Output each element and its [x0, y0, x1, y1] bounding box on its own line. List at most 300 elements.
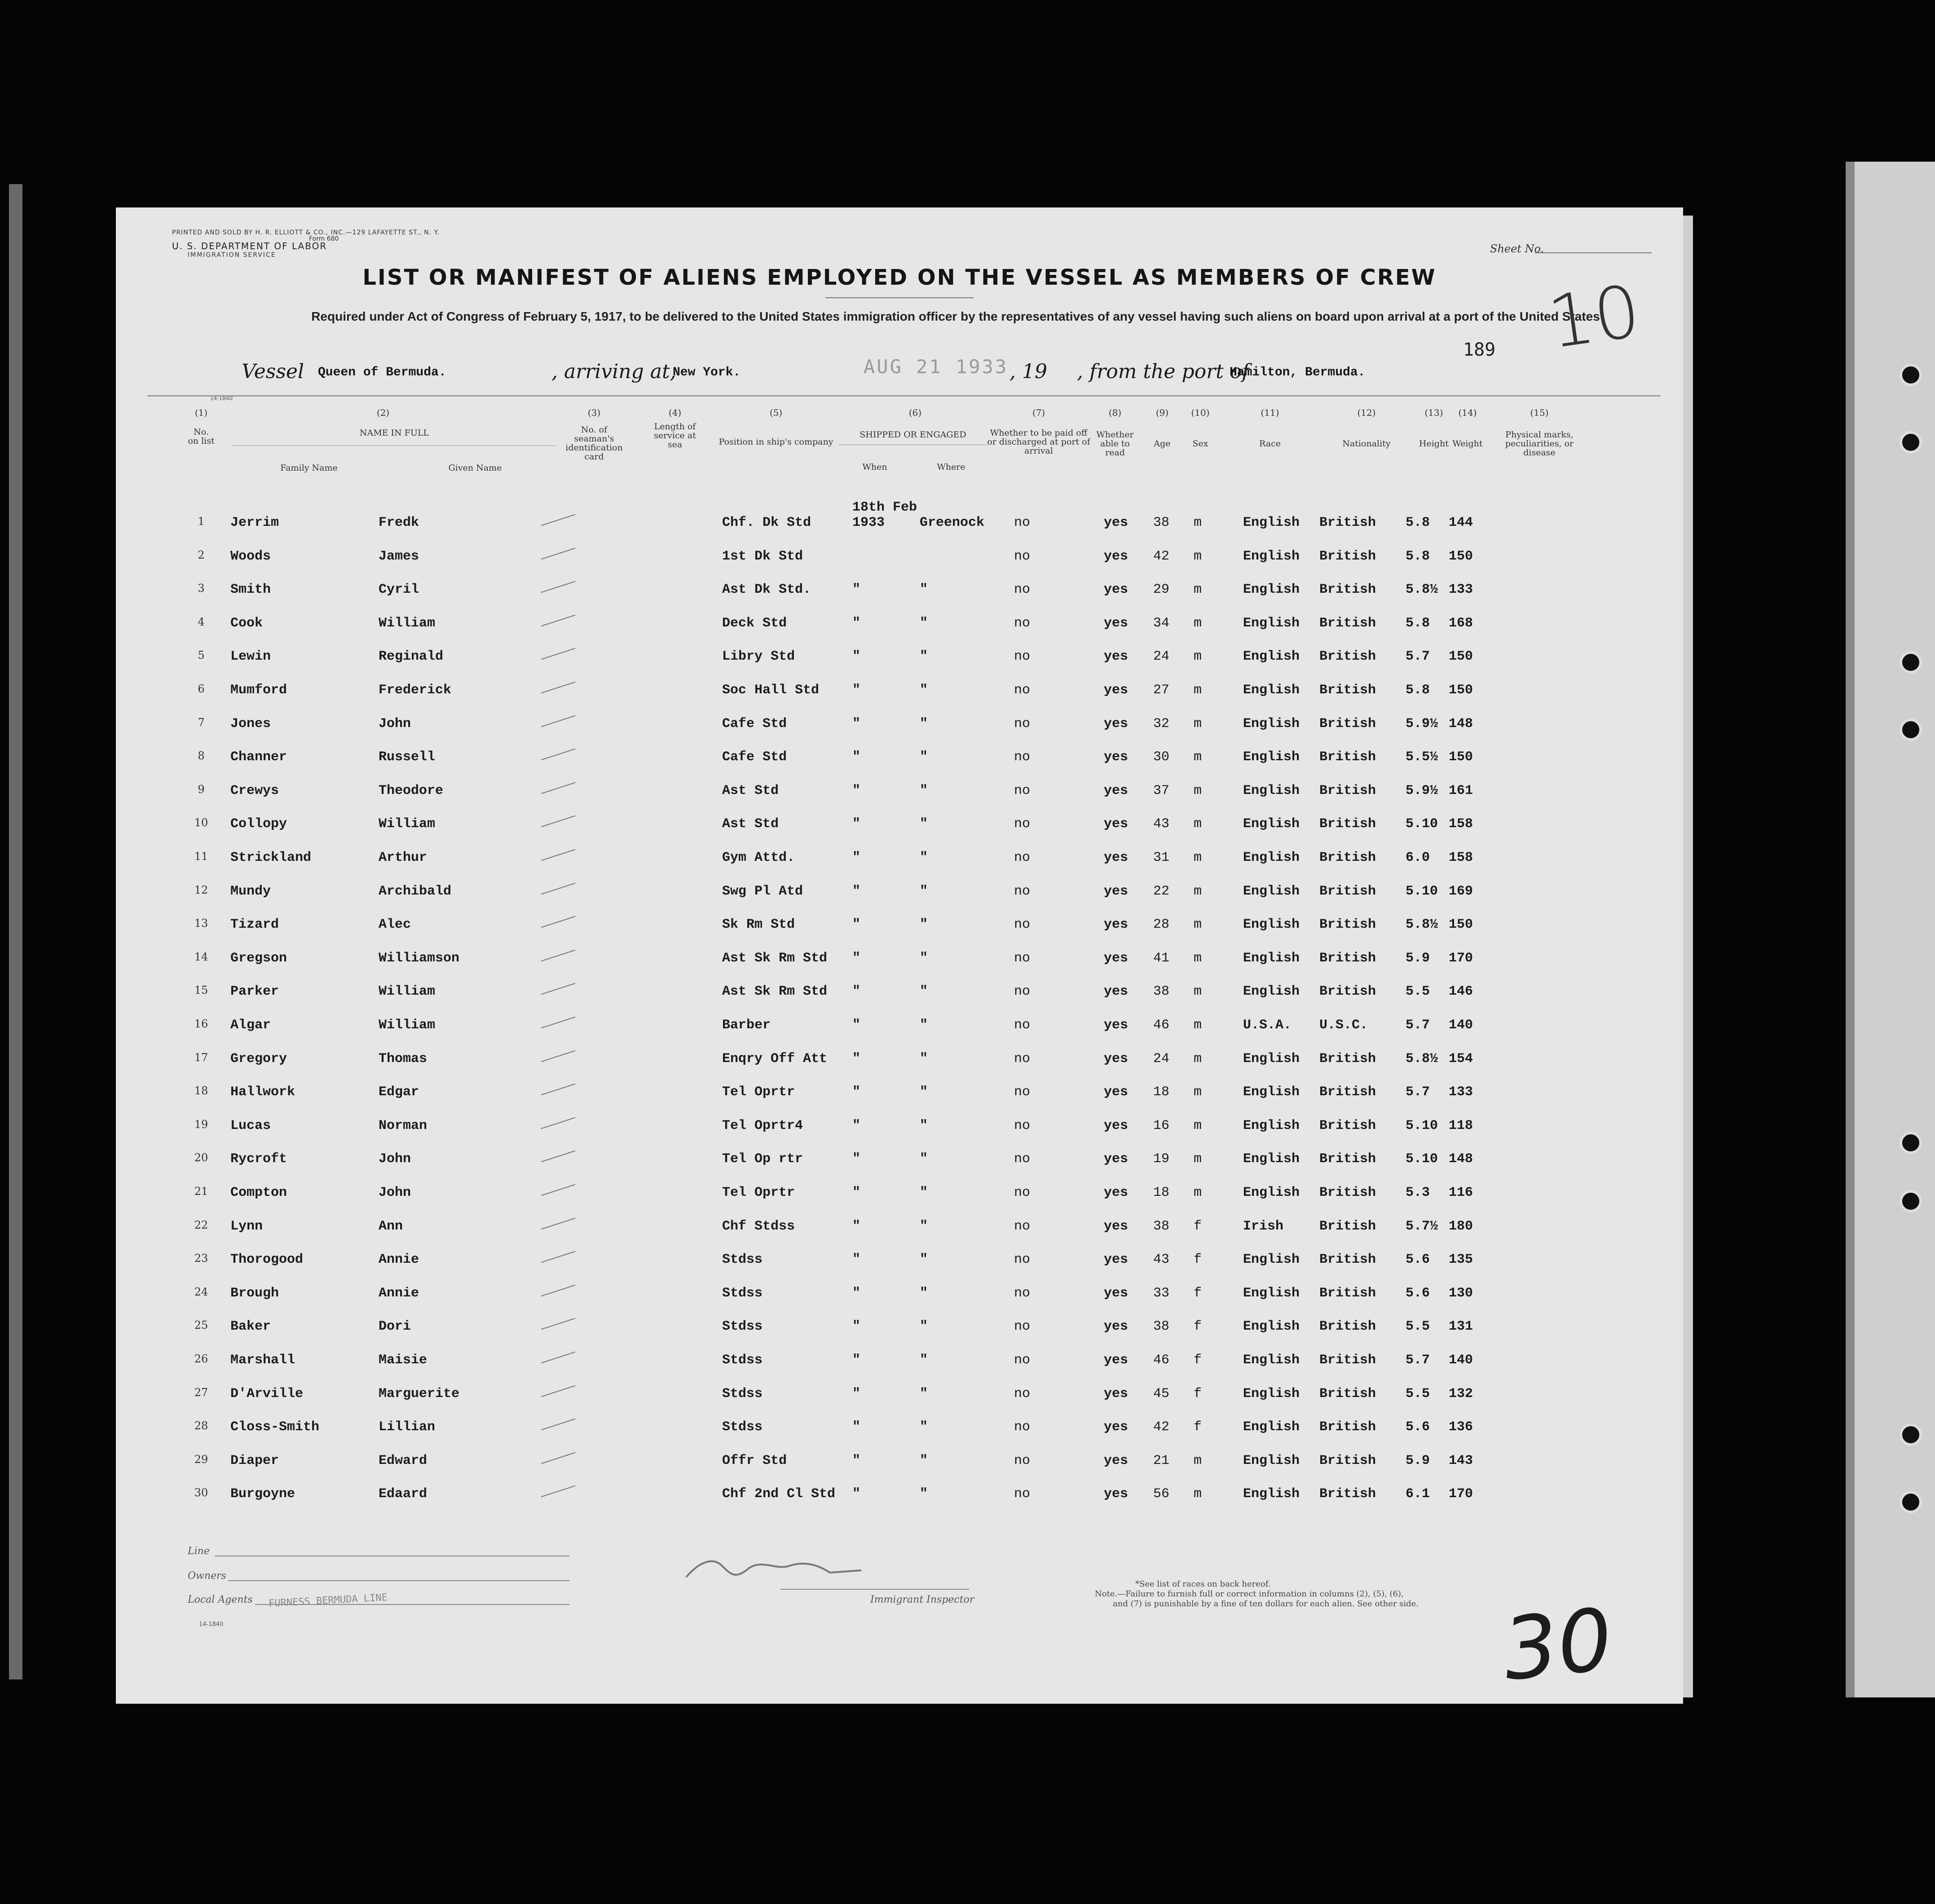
service-name: IMMIGRATION SERVICE [188, 251, 276, 259]
cell-age: 43 [1153, 1252, 1170, 1268]
cell-given: Marguerite [379, 1386, 460, 1402]
cell-no: 6 [198, 683, 205, 695]
check-mark [541, 1050, 576, 1062]
cell-race: English [1243, 582, 1300, 598]
cell-sex: m [1194, 1151, 1202, 1167]
cell-race: English [1243, 1419, 1300, 1435]
cell-read: yes [1104, 582, 1128, 598]
cell-age: 46 [1153, 1353, 1170, 1368]
cell-position: Soc Hall Std [722, 683, 820, 698]
cell-given: Fredk [379, 515, 419, 530]
cell-race: English [1243, 816, 1300, 832]
cell-position: Libry Std [722, 649, 795, 665]
cell-read: yes [1104, 1118, 1128, 1133]
cell-paid: no [1014, 1453, 1031, 1468]
cell-position: Offr Std [722, 1453, 787, 1468]
cell-read: yes [1104, 1252, 1128, 1268]
cell-sex: m [1194, 984, 1202, 1000]
cell-paid: no [1014, 1486, 1031, 1502]
cell-where: " [920, 783, 928, 798]
cell-age: 28 [1153, 917, 1170, 933]
cell-height: 5.7 [1406, 1084, 1430, 1100]
cell-sex: m [1194, 816, 1202, 832]
cell-sex: m [1194, 783, 1202, 798]
cell-height: 5.7 [1406, 1018, 1430, 1033]
cell-given: William [379, 1018, 436, 1033]
cell-family: Hallwork [230, 1084, 295, 1100]
cell-race: English [1243, 1486, 1300, 1502]
cell-no: 19 [194, 1118, 208, 1131]
cell-family: D'Arville [230, 1386, 304, 1402]
col-seaman-card: No. of seaman's identification card [565, 425, 623, 462]
cell-weight: 158 [1449, 816, 1473, 832]
cell-nat: British [1319, 1185, 1376, 1200]
agents-label: Local Agents [188, 1594, 253, 1605]
cell-paid: no [1014, 850, 1031, 865]
cell-read: yes [1104, 749, 1128, 765]
cell-where: " [920, 917, 928, 933]
line-label: Line [188, 1546, 210, 1557]
cell-given: Frederick [379, 683, 452, 698]
cell-sex: m [1194, 548, 1202, 564]
cell-when: " [852, 1051, 861, 1067]
col-num-15: (15) [1530, 407, 1549, 418]
cell-position: Barber [722, 1018, 771, 1033]
cell-nat: British [1319, 883, 1376, 899]
cell-race: English [1243, 1084, 1300, 1100]
cell-given: Williamson [379, 950, 460, 966]
cell-no: 16 [194, 1018, 208, 1030]
cell-race: English [1243, 615, 1300, 631]
cell-position: Ast Dk Std. [722, 582, 811, 598]
cell-height: 6.0 [1406, 850, 1430, 865]
cell-when: " [852, 883, 861, 899]
cell-age: 56 [1153, 1486, 1170, 1502]
col-race: Race [1259, 439, 1281, 449]
cell-race: English [1243, 850, 1300, 865]
cell-no: 25 [194, 1319, 208, 1332]
cell-position: Deck Std [722, 615, 787, 631]
cell-age: 38 [1153, 1218, 1170, 1234]
check-mark [541, 1419, 576, 1431]
cell-weight: 131 [1449, 1319, 1473, 1335]
cell-nat: British [1319, 615, 1376, 631]
cell-nat: British [1319, 1285, 1376, 1301]
vessel-name: Queen of Bermuda. [318, 366, 446, 379]
cell-nat: British [1319, 1419, 1376, 1435]
cell-position: Cafe Std [722, 749, 787, 765]
col-num-11: (11) [1261, 407, 1279, 418]
cell-weight: 148 [1449, 1151, 1473, 1167]
cell-weight: 170 [1449, 1486, 1473, 1502]
cell-when: " [852, 1084, 861, 1100]
cell-paid: no [1014, 749, 1031, 765]
printer-line: PRINTED AND SOLD BY H. R. ELLIOTT & CO., INC.—129 LAFAYETTE ST., N. Y. [172, 229, 440, 236]
cell-sex: m [1194, 615, 1202, 631]
cell-weight: 140 [1449, 1018, 1473, 1033]
cell-weight: 136 [1449, 1419, 1473, 1435]
cell-age: 18 [1153, 1084, 1170, 1100]
punch-hole-icon [1900, 1132, 1922, 1154]
col-num-14: (14) [1458, 407, 1477, 418]
cell-age: 41 [1153, 950, 1170, 966]
cell-race: English [1243, 1285, 1300, 1301]
cell-weight: 140 [1449, 1353, 1473, 1368]
cell-family: Parker [230, 984, 279, 1000]
cell-when: " [852, 917, 861, 933]
cell-sex: f [1194, 1386, 1202, 1402]
cell-race: English [1243, 716, 1300, 732]
check-mark [541, 648, 576, 660]
cell-family: Marshall [230, 1353, 295, 1368]
cell-given: Arthur [379, 850, 428, 865]
cell-nat: British [1319, 716, 1376, 732]
cell-paid: no [1014, 1218, 1031, 1234]
cell-when: " [852, 1185, 861, 1200]
cell-read: yes [1104, 1084, 1128, 1100]
cell-position: Ast Std [722, 783, 779, 798]
cell-position: Gym Attd. [722, 850, 795, 865]
cell-nat: British [1319, 683, 1376, 698]
cell-position: Tel Oprtr [722, 1084, 795, 1100]
cell-position: Tel Oprtr [722, 1185, 795, 1200]
cell-read: yes [1104, 1218, 1128, 1234]
stamped-number: 189 [1463, 339, 1496, 360]
cell-nat: British [1319, 850, 1376, 865]
film-edge-left [9, 184, 22, 1679]
col-length-service: Length of service at sea [654, 422, 696, 450]
cell-no: 2 [198, 548, 205, 561]
cell-paid: no [1014, 582, 1031, 598]
cell-nat: British [1319, 1386, 1376, 1402]
note-races: *See list of races on back hereof. [1135, 1579, 1271, 1589]
cell-family: Baker [230, 1319, 271, 1335]
cell-height: 5.10 [1406, 883, 1438, 899]
cell-read: yes [1104, 515, 1128, 530]
cell-no: 3 [198, 582, 205, 595]
cell-height: 5.5½ [1406, 749, 1438, 765]
cell-where: Greenock [920, 515, 985, 530]
col-nationality: Nationality [1342, 439, 1391, 449]
cell-family: Mundy [230, 883, 271, 899]
cell-height: 5.8 [1406, 548, 1430, 564]
cell-height: 5.7 [1406, 649, 1430, 665]
punch-hole-icon [1900, 1190, 1922, 1212]
cell-age: 22 [1153, 883, 1170, 899]
cell-age: 38 [1153, 984, 1170, 1000]
col-sex: Sex [1192, 439, 1208, 449]
cell-where: " [920, 1151, 928, 1167]
cell-family: Thorogood [230, 1252, 304, 1268]
cell-no: 18 [194, 1084, 208, 1097]
cell-height: 5.6 [1406, 1285, 1430, 1301]
film-edge-right [1855, 162, 1935, 1697]
cell-position: Stdss [722, 1353, 763, 1368]
cell-given: Archibald [379, 883, 452, 899]
cell-sex: m [1194, 515, 1202, 530]
cell-sex: f [1194, 1319, 1202, 1335]
cell-race: English [1243, 649, 1300, 665]
col-able-read: Whether able to read [1096, 430, 1134, 458]
cell-where: " [920, 1419, 928, 1435]
check-mark [541, 1084, 576, 1096]
cell-where: " [920, 749, 928, 765]
cell-when: " [852, 1486, 861, 1502]
cell-given: Edward [379, 1453, 428, 1468]
cell-race: English [1243, 548, 1300, 564]
cell-no: 5 [198, 649, 205, 662]
cell-family: Smith [230, 582, 271, 598]
punch-hole-icon [1900, 431, 1922, 454]
header-rule [147, 395, 1661, 397]
cell-race: English [1243, 1118, 1300, 1133]
cell-family: Rycroft [230, 1151, 287, 1167]
cell-family: Compton [230, 1185, 287, 1200]
cell-read: yes [1104, 783, 1128, 798]
col-num-13: (13) [1424, 407, 1443, 418]
cell-when: " [852, 1252, 861, 1268]
cell-weight: 150 [1449, 683, 1473, 698]
cell-family: Lucas [230, 1118, 271, 1133]
cell-given: Dori [379, 1319, 411, 1335]
cell-given: John [379, 1185, 411, 1200]
cell-sex: m [1194, 883, 1202, 899]
cell-sex: m [1194, 1018, 1202, 1033]
cell-nat: British [1319, 816, 1376, 832]
cell-weight: 133 [1449, 1084, 1473, 1100]
cell-when: " [852, 1118, 861, 1133]
cell-given: William [379, 984, 436, 1000]
cell-weight: 118 [1449, 1118, 1473, 1133]
col-given-name: Given Name [448, 463, 502, 473]
check-mark [541, 581, 576, 593]
cell-family: Gregson [230, 950, 287, 966]
col-shipped-engaged: SHIPPED OR ENGAGED [839, 430, 987, 445]
cell-read: yes [1104, 1419, 1128, 1435]
cell-nat: British [1319, 950, 1376, 966]
cell-age: 31 [1153, 850, 1170, 865]
cell-weight: 130 [1449, 1285, 1473, 1301]
punch-hole-icon [1900, 718, 1922, 741]
cell-height: 5.10 [1406, 816, 1438, 832]
punch-hole-icon [1900, 1424, 1922, 1446]
col-height: Height [1419, 439, 1449, 449]
cell-sex: m [1194, 1051, 1202, 1067]
cell-where: " [920, 1319, 928, 1335]
cell-nat: British [1319, 1453, 1376, 1468]
check-mark [541, 983, 576, 995]
cell-family: Jerrim [230, 515, 279, 530]
cell-no: 11 [194, 850, 208, 863]
check-mark [541, 514, 576, 526]
cell-given: Russell [379, 749, 436, 765]
cell-nat: British [1319, 1353, 1376, 1368]
cell-read: yes [1104, 883, 1128, 899]
cell-age: 45 [1153, 1386, 1170, 1402]
cell-read: yes [1104, 1051, 1128, 1067]
check-mark [541, 1217, 576, 1230]
col-num-9: (9) [1155, 407, 1169, 418]
page-title: LIST OR MANIFEST OF ALIENS EMPLOYED ON THE VESSEL AS MEMBERS OF CREW [362, 265, 1437, 290]
cell-weight: 148 [1449, 716, 1473, 732]
cell-weight: 150 [1449, 548, 1473, 564]
check-mark [541, 1385, 576, 1397]
cell-paid: no [1014, 1252, 1031, 1268]
handwritten-total: 30 [1499, 1589, 1617, 1700]
sheet-number-label: Sheet No. [1490, 242, 1544, 255]
cell-where: " [920, 683, 928, 698]
form-code-bottom: 14-1840 [199, 1621, 224, 1628]
cell-where: " [920, 883, 928, 899]
cell-where: " [920, 1051, 928, 1067]
cell-position: Ast Sk Rm Std [722, 984, 828, 1000]
inspector-line [780, 1589, 969, 1590]
cell-position: Stdss [722, 1252, 763, 1268]
owners-field [228, 1580, 569, 1581]
cell-height: 5.5 [1406, 1319, 1430, 1335]
cell-given: William [379, 615, 436, 631]
cell-given: Annie [379, 1252, 419, 1268]
cell-age: 37 [1153, 783, 1170, 798]
cell-when: " [852, 1218, 861, 1234]
check-mark [541, 1150, 576, 1163]
cell-height: 5.3 [1406, 1185, 1430, 1200]
cell-given: Theodore [379, 783, 444, 798]
cell-when: " [852, 1319, 861, 1335]
cell-nat: British [1319, 917, 1376, 933]
check-mark [541, 547, 576, 560]
cell-read: yes [1104, 1151, 1128, 1167]
cell-when: " [852, 783, 861, 798]
cell-paid: no [1014, 883, 1031, 899]
cell-paid: no [1014, 950, 1031, 966]
cell-position: Chf 2nd Cl Std [722, 1486, 836, 1502]
agent-stamp: FURNESS BERMUDA LINE [268, 1592, 388, 1609]
cell-read: yes [1104, 1453, 1128, 1468]
cell-height: 6.1 [1406, 1486, 1430, 1502]
cell-race: English [1243, 1453, 1300, 1468]
cell-paid: no [1014, 615, 1031, 631]
cell-given: Lillian [379, 1419, 436, 1435]
col-paid-off: Whether to be paid off or discharged at port of arrival [987, 428, 1090, 456]
note-line-2: and (7) is punishable by a fine of ten dollars for each alien. See other side. [1113, 1599, 1419, 1609]
cell-where: " [920, 984, 928, 1000]
col-num-12: (12) [1357, 407, 1376, 418]
cell-when: " [852, 1151, 861, 1167]
cell-race: English [1243, 749, 1300, 765]
cell-family: Woods [230, 548, 271, 564]
cell-height: 5.5 [1406, 1386, 1430, 1402]
cell-where: " [920, 816, 928, 832]
cell-family: Crewys [230, 783, 279, 798]
cell-height: 5.8 [1406, 615, 1430, 631]
cell-race: English [1243, 917, 1300, 933]
cell-given: Annie [379, 1285, 419, 1301]
col-family-name: Family Name [280, 463, 338, 473]
year-label: , 19 [1009, 360, 1047, 383]
cell-family: Brough [230, 1285, 279, 1301]
department-name: U. S. DEPARTMENT OF LABOR [172, 241, 327, 251]
cell-where: " [920, 1453, 928, 1468]
cell-no: 14 [194, 950, 208, 963]
cell-given: Alec [379, 917, 411, 933]
cell-read: yes [1104, 716, 1128, 732]
cell-paid: no [1014, 1084, 1031, 1100]
cell-no: 1 [198, 515, 205, 528]
cell-when: " [852, 615, 861, 631]
cell-when: " [852, 749, 861, 765]
cell-paid: no [1014, 1353, 1031, 1368]
cell-when: " [852, 683, 861, 698]
cell-no: 4 [198, 615, 205, 628]
cell-no: 10 [194, 816, 208, 829]
cell-height: 5.7½ [1406, 1218, 1438, 1234]
cell-nat: British [1319, 1118, 1376, 1133]
arriving-label: , arriving at, [551, 360, 676, 383]
cell-where: " [920, 1386, 928, 1402]
cell-position: Chf. Dk Std [722, 515, 811, 530]
arriving-port: New York. [673, 366, 741, 379]
cell-read: yes [1104, 615, 1128, 631]
cell-family: Cook [230, 615, 263, 631]
cell-age: 38 [1153, 515, 1170, 530]
check-mark [541, 614, 576, 626]
check-mark [541, 882, 576, 895]
cell-weight: 144 [1449, 515, 1473, 530]
cell-paid: no [1014, 1051, 1031, 1067]
cell-weight: 168 [1449, 615, 1473, 631]
cell-read: yes [1104, 1353, 1128, 1368]
cell-where: " [920, 1185, 928, 1200]
col-num-2: (2) [376, 407, 390, 418]
cell-family: Closs-Smith [230, 1419, 320, 1435]
col-num-6: (6) [908, 407, 922, 418]
cell-weight: 135 [1449, 1252, 1473, 1268]
cell-height: 5.9½ [1406, 716, 1438, 732]
cell-race: English [1243, 1386, 1300, 1402]
cell-given: Edaard [379, 1486, 428, 1502]
owners-label: Owners [188, 1570, 226, 1582]
cell-position: Chf Stdss [722, 1218, 795, 1234]
cell-sex: m [1194, 1118, 1202, 1133]
check-mark [541, 916, 576, 928]
cell-sex: f [1194, 1353, 1202, 1368]
cell-weight: 146 [1449, 984, 1473, 1000]
cell-family: Lewin [230, 649, 271, 665]
cell-height: 5.8½ [1406, 1051, 1438, 1067]
cell-paid: no [1014, 1018, 1031, 1033]
cell-paid: no [1014, 649, 1031, 665]
cell-sex: m [1194, 582, 1202, 598]
cell-age: 16 [1153, 1118, 1170, 1133]
cell-family: Strickland [230, 850, 312, 865]
punch-hole-icon [1900, 1491, 1922, 1513]
cell-paid: no [1014, 515, 1031, 530]
cell-where: " [920, 950, 928, 966]
cell-sex: m [1194, 749, 1202, 765]
cell-race: English [1243, 950, 1300, 966]
cell-height: 5.9 [1406, 1453, 1430, 1468]
cell-height: 5.6 [1406, 1419, 1430, 1435]
cell-sex: f [1194, 1218, 1202, 1234]
cell-family: Mumford [230, 683, 287, 698]
cell-where: " [920, 1285, 928, 1301]
cell-position: Cafe Std [722, 716, 787, 732]
cell-age: 43 [1153, 816, 1170, 832]
cell-when: " [852, 1353, 861, 1368]
manifest-sheet [116, 207, 1683, 1704]
cell-age: 30 [1153, 749, 1170, 765]
